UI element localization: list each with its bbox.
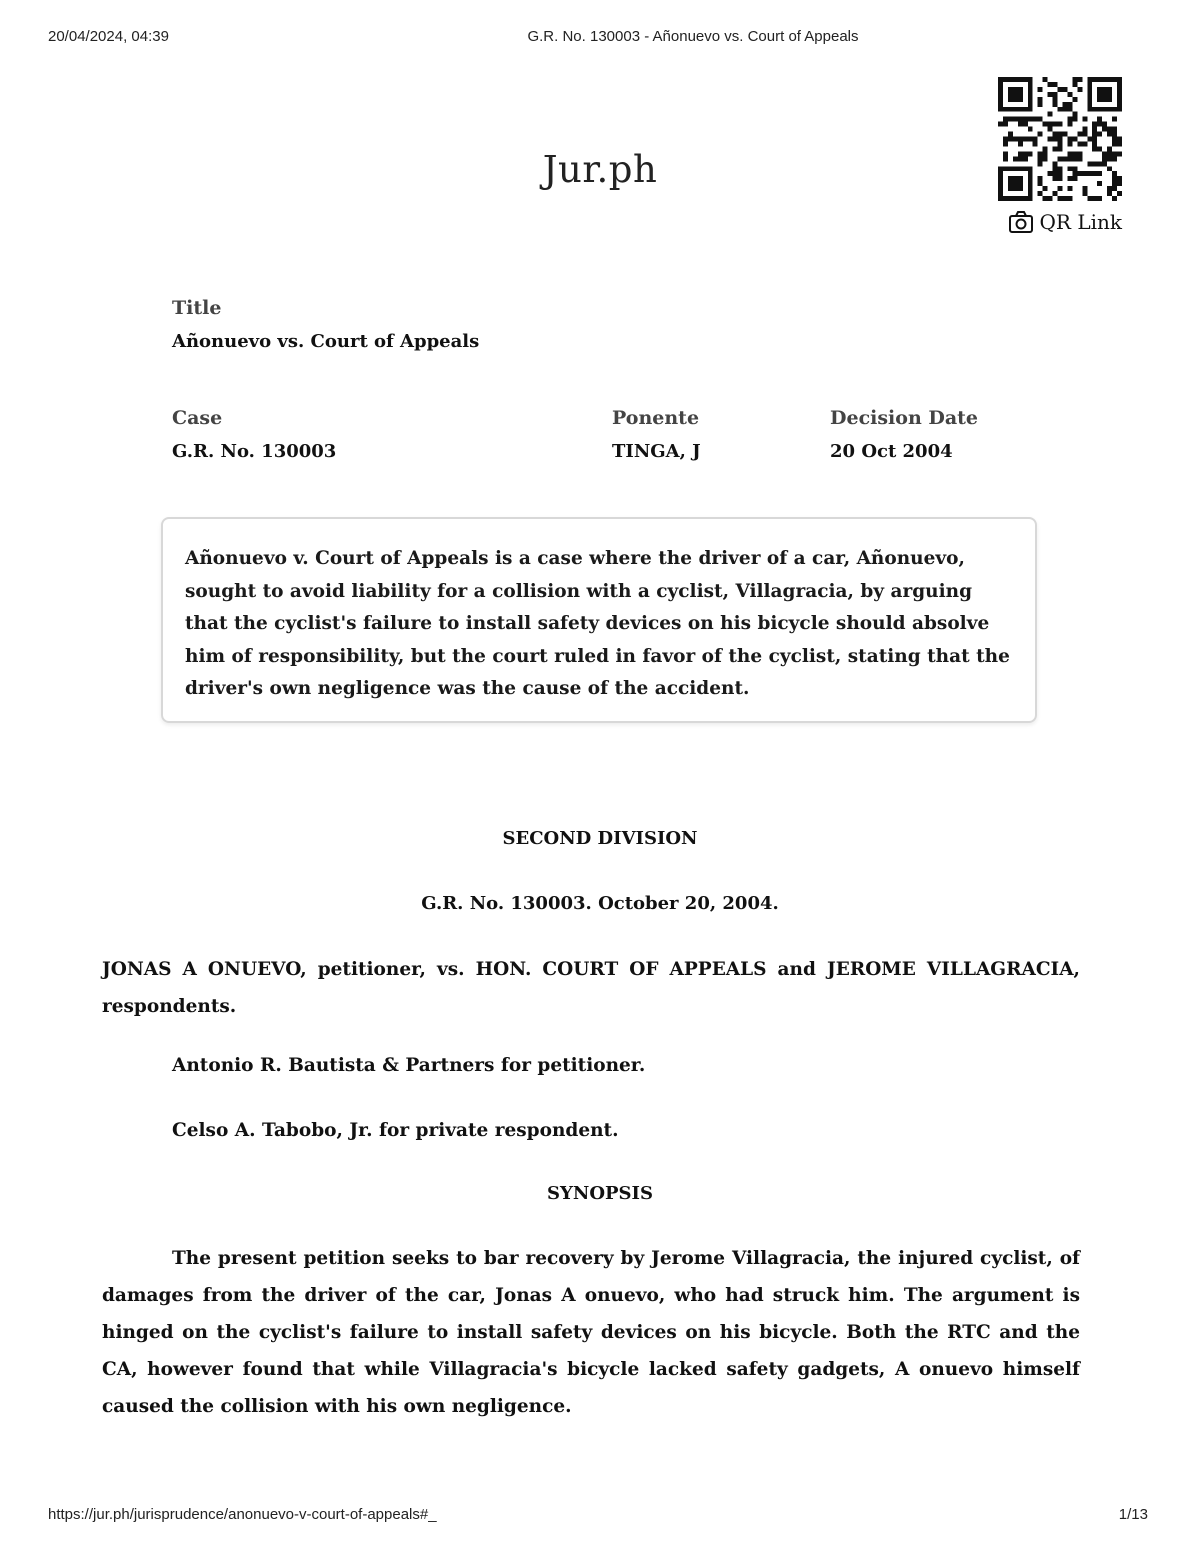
site-title[interactable]: Jur.ph	[542, 148, 658, 191]
print-datetime: 20/04/2024, 04:39	[48, 28, 169, 45]
ponente-label: Ponente	[612, 407, 700, 429]
case-label: Case	[172, 407, 223, 429]
case-summary: Añonuevo v. Court of Appeals is a case where the driver of a car, Añonuevo, sought to avoid liability for a collision with a cyclist, Villagracia, by arguing that the cyclist's failure to install safety devices on his bicycle should absolve him of responsibility, but the court ruled in favor of the cyclist, stating that the driver's own negligence was the cause of the accident.	[161, 517, 1037, 723]
decision-date-label: Decision Date	[830, 407, 979, 429]
synopsis-text: The present petition seeks to bar recovery by Jerome Villagracia, the injured cyclist, of damages from the driver of the car, Jonas A onuevo, who had struck him. The argument is hinged on the cyclist's failure to install safety devices on his bicycle. Both the RTC and the CA, however found that while Villagracia's bicycle lacked safety gadgets, A onuevo himself caused the collision with his own negligence.	[102, 1248, 1080, 1417]
print-url[interactable]: https://jur.ph/jurisprudence/anonuevo-v-court-of-appeals#_	[48, 1506, 437, 1523]
ponente-value: TINGA, J	[612, 441, 701, 462]
print-page-number: 1/13	[1118, 1506, 1148, 1523]
title-value: Añonuevo vs. Court of Appeals	[172, 331, 480, 352]
case-value: G.R. No. 130003	[172, 441, 337, 462]
division-heading: SECOND DIVISION	[502, 828, 698, 849]
counsel-petitioner: Antonio R. Bautista & Partners for petitioner.	[172, 1055, 646, 1076]
qr-link-label: QR Link	[1039, 210, 1122, 234]
parties: JONAS A ONUEVO, petitioner, vs. HON. COURT OF APPEALS and JEROME VILLAGRACIA, respondents.	[102, 959, 1080, 1017]
qr-link[interactable]	[994, 207, 1122, 237]
decision-date-value: 20 Oct 2004	[830, 441, 953, 462]
qr-code[interactable]	[998, 77, 1122, 201]
camera-icon	[1008, 210, 1034, 234]
title-label: Title	[172, 297, 222, 319]
synopsis-heading: SYNOPSIS	[547, 1183, 653, 1204]
print-page-title: G.R. No. 130003 - Añonuevo vs. Court of Appeals	[527, 28, 859, 45]
docket-line: G.R. No. 130003. October 20, 2004.	[421, 893, 779, 914]
counsel-respondent: Celso A. Tabobo, Jr. for private respondent.	[172, 1120, 619, 1141]
